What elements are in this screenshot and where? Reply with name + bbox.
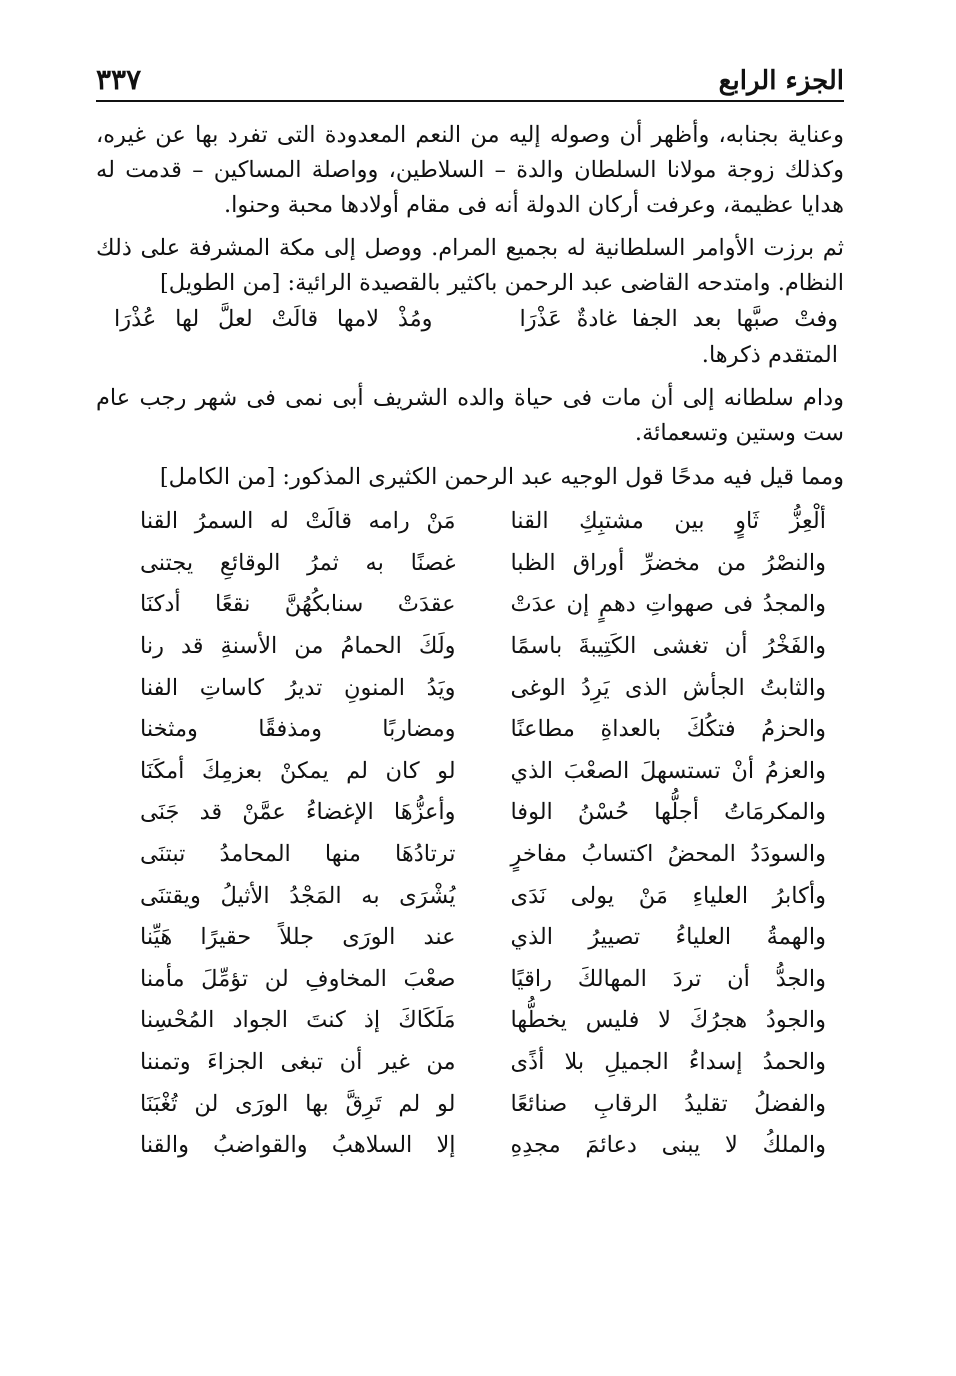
- page-header: [96, 56, 844, 102]
- hemistich-right: والفَخْرُ أن تغشى الكَتِيبةَ باسمًا: [510, 633, 826, 660]
- hemistich-left: مَلَكَاكَ إذ كنتَ الجواد المُحْسِنا: [140, 1007, 456, 1034]
- hemistich-right: ألْعِزُّ ثَاوٍ بين مشتبِكِ القنا: [510, 508, 826, 535]
- hemistich-right: والفضلُ تقليدُ الرقابِ صنائعًا: [510, 1090, 826, 1117]
- paragraph-2: ثم برزت الأوامر السلطانية له بجميع المرام. ووصل إلى مكة المشرفة على ذلك النظام. وامتدحه القاضى عبد الرحمن باكثير بالقصيدة الرائية: [من الطويل]: [96, 235, 844, 296]
- hemistich-left: عند الورَى جللاً حقيرًا هَيِّنا: [140, 924, 456, 951]
- hemistich-left: إلا السلاهبُ والقواضبُ والقنا: [140, 1132, 456, 1159]
- hemistich-left: ومضاربًا ومذفقًا ومثخنا: [140, 716, 456, 743]
- hemistich-left: ويَدُ المنونِ تديرُ كاساتِ الفنا: [140, 674, 456, 701]
- paragraph-3: ودام سلطانه إلى أن مات فى حياة والده الشريف أبى نمى فى شهر رجب عام ست وستين وتسعمائة.: [96, 385, 844, 446]
- hemistich-right: والهمةُ العلياءُ تصييرُ الذي: [510, 924, 826, 951]
- poem-line: [140, 1000, 826, 1042]
- hemistich-right: وأكابرُ العلياءِ مَنْ يولى نَدَى: [510, 882, 826, 909]
- poem-line: [140, 584, 826, 626]
- poem-line: [140, 709, 826, 751]
- verse-first-hemistich: وفتْ صبَّها بعد الجفا غادةٌ عَذْرَا: [519, 306, 838, 332]
- verse-second-hemistich: ومُذْ لامها قالَتْ لعلَّ لها عُذْرَا: [114, 306, 433, 332]
- verse-line: [96, 301, 844, 337]
- hemistich-right: والحمدُ إسداءُ الجميلِ بلا أذًى: [510, 1049, 826, 1076]
- hemistich-left: لو لم تَرِقَّ بها الورَى لن تُغْبَنَا: [140, 1090, 456, 1117]
- hemistich-left: من غير أن تبغى الجزاءَ وتمننا: [140, 1049, 456, 1076]
- hemistich-left: ترتادُهَا منها المحامدُ تبتنَى: [140, 841, 456, 868]
- poem-line: [140, 751, 826, 793]
- hemistich-left: صعْبَ المخاوفِ لن تؤمِّلَ مأمنا: [140, 965, 456, 992]
- running-head: الجزء الرابع: [718, 66, 844, 96]
- hemistich-right: والنصْرُ من مخضرِّ أوراق الظبا: [510, 549, 826, 576]
- poem-line: [140, 1125, 826, 1167]
- hemistich-left: مَنْ رامه قالَتْ له السمرُ القنا: [140, 508, 456, 535]
- hemistich-left: لو كان لم يمكنْ بعزمِكَ أمكَنَا: [140, 757, 456, 784]
- hemistich-right: والسودَدُ المحضُ اكتسابُ مفاخرٍ: [510, 841, 826, 868]
- hemistich-right: والمجدُ فى صهواتِ دهمٍ إن عدَتْ: [510, 591, 826, 618]
- poem-line: [140, 792, 826, 834]
- poem-line: [140, 543, 826, 585]
- hemistich-left: يُشْرَى به المَجْدُ الأثيلُ ويقتنَى: [140, 882, 456, 909]
- paragraph-1: وعناية بجنابه، وأظهر أن وصوله إليه من النعم المعدودة التى تفرد بها عن غيره، وكذلك زوجة مولانا السلطان والدة – السلاطين، وواصلة المساكين – قدمت له هدايا عظيمة، وعرفت أركان الدولة أنه فى مقام أولادها محبة وحنوا.: [96, 122, 844, 218]
- poem-intro: ومما قيل فيه مدحًا قول الوجيه عبد الرحمن الكثيرى المذكور: [من الكامل]: [159, 464, 844, 490]
- hemistich-right: والثابتُ الجأش الذى يَرِدُ الوغى: [510, 674, 826, 701]
- hemistich-left: وأعزُّهَا الإغضاءُ عمَّنْ قد جَنَى: [140, 799, 456, 826]
- poem-line: [140, 667, 826, 709]
- hemistich-left: ولَكَ الحمامُ من الأسنةِ قد رنا: [140, 633, 456, 660]
- after-verse-note: المتقدم ذكرها.: [701, 342, 838, 368]
- poem-line: [140, 1083, 826, 1125]
- hemistich-right: والعزمُ أنْ تستسهلَ الصعْبَ الذي: [510, 757, 826, 784]
- poem-line: [140, 1042, 826, 1084]
- hemistich-right: والحزمُ فتكُكَ بالعداةِ مطاعنًا: [510, 716, 826, 743]
- hemistich-right: والجودُ هجرُكَ لا فليس يخطُّها: [510, 1007, 826, 1034]
- hemistich-right: والملكُ لا يبنى دعائمَ مجدِهِ: [510, 1132, 826, 1159]
- hemistich-right: والجدُّ أن تردَ المهالكَ راقيًا: [510, 965, 826, 992]
- hemistich-right: والمكرمَاتُ أجلُّها حُسْنُ الوفا: [510, 799, 826, 826]
- page-body: [96, 118, 844, 1167]
- poem-line: [140, 501, 826, 543]
- hemistich-left: غصنًا به ثمرُ الوقائعِ يجتنى: [140, 549, 456, 576]
- hemistich-left: عقدَتْ سنابكُهُنَّ نقعًا أدكنَا: [140, 591, 456, 618]
- poem-line: [140, 875, 826, 917]
- poem-line: [140, 834, 826, 876]
- poem: [96, 501, 844, 1167]
- page-number: ٣٣٧: [96, 63, 142, 96]
- poem-line: [140, 959, 826, 1001]
- poem-line: [140, 917, 826, 959]
- poem-line: [140, 626, 826, 668]
